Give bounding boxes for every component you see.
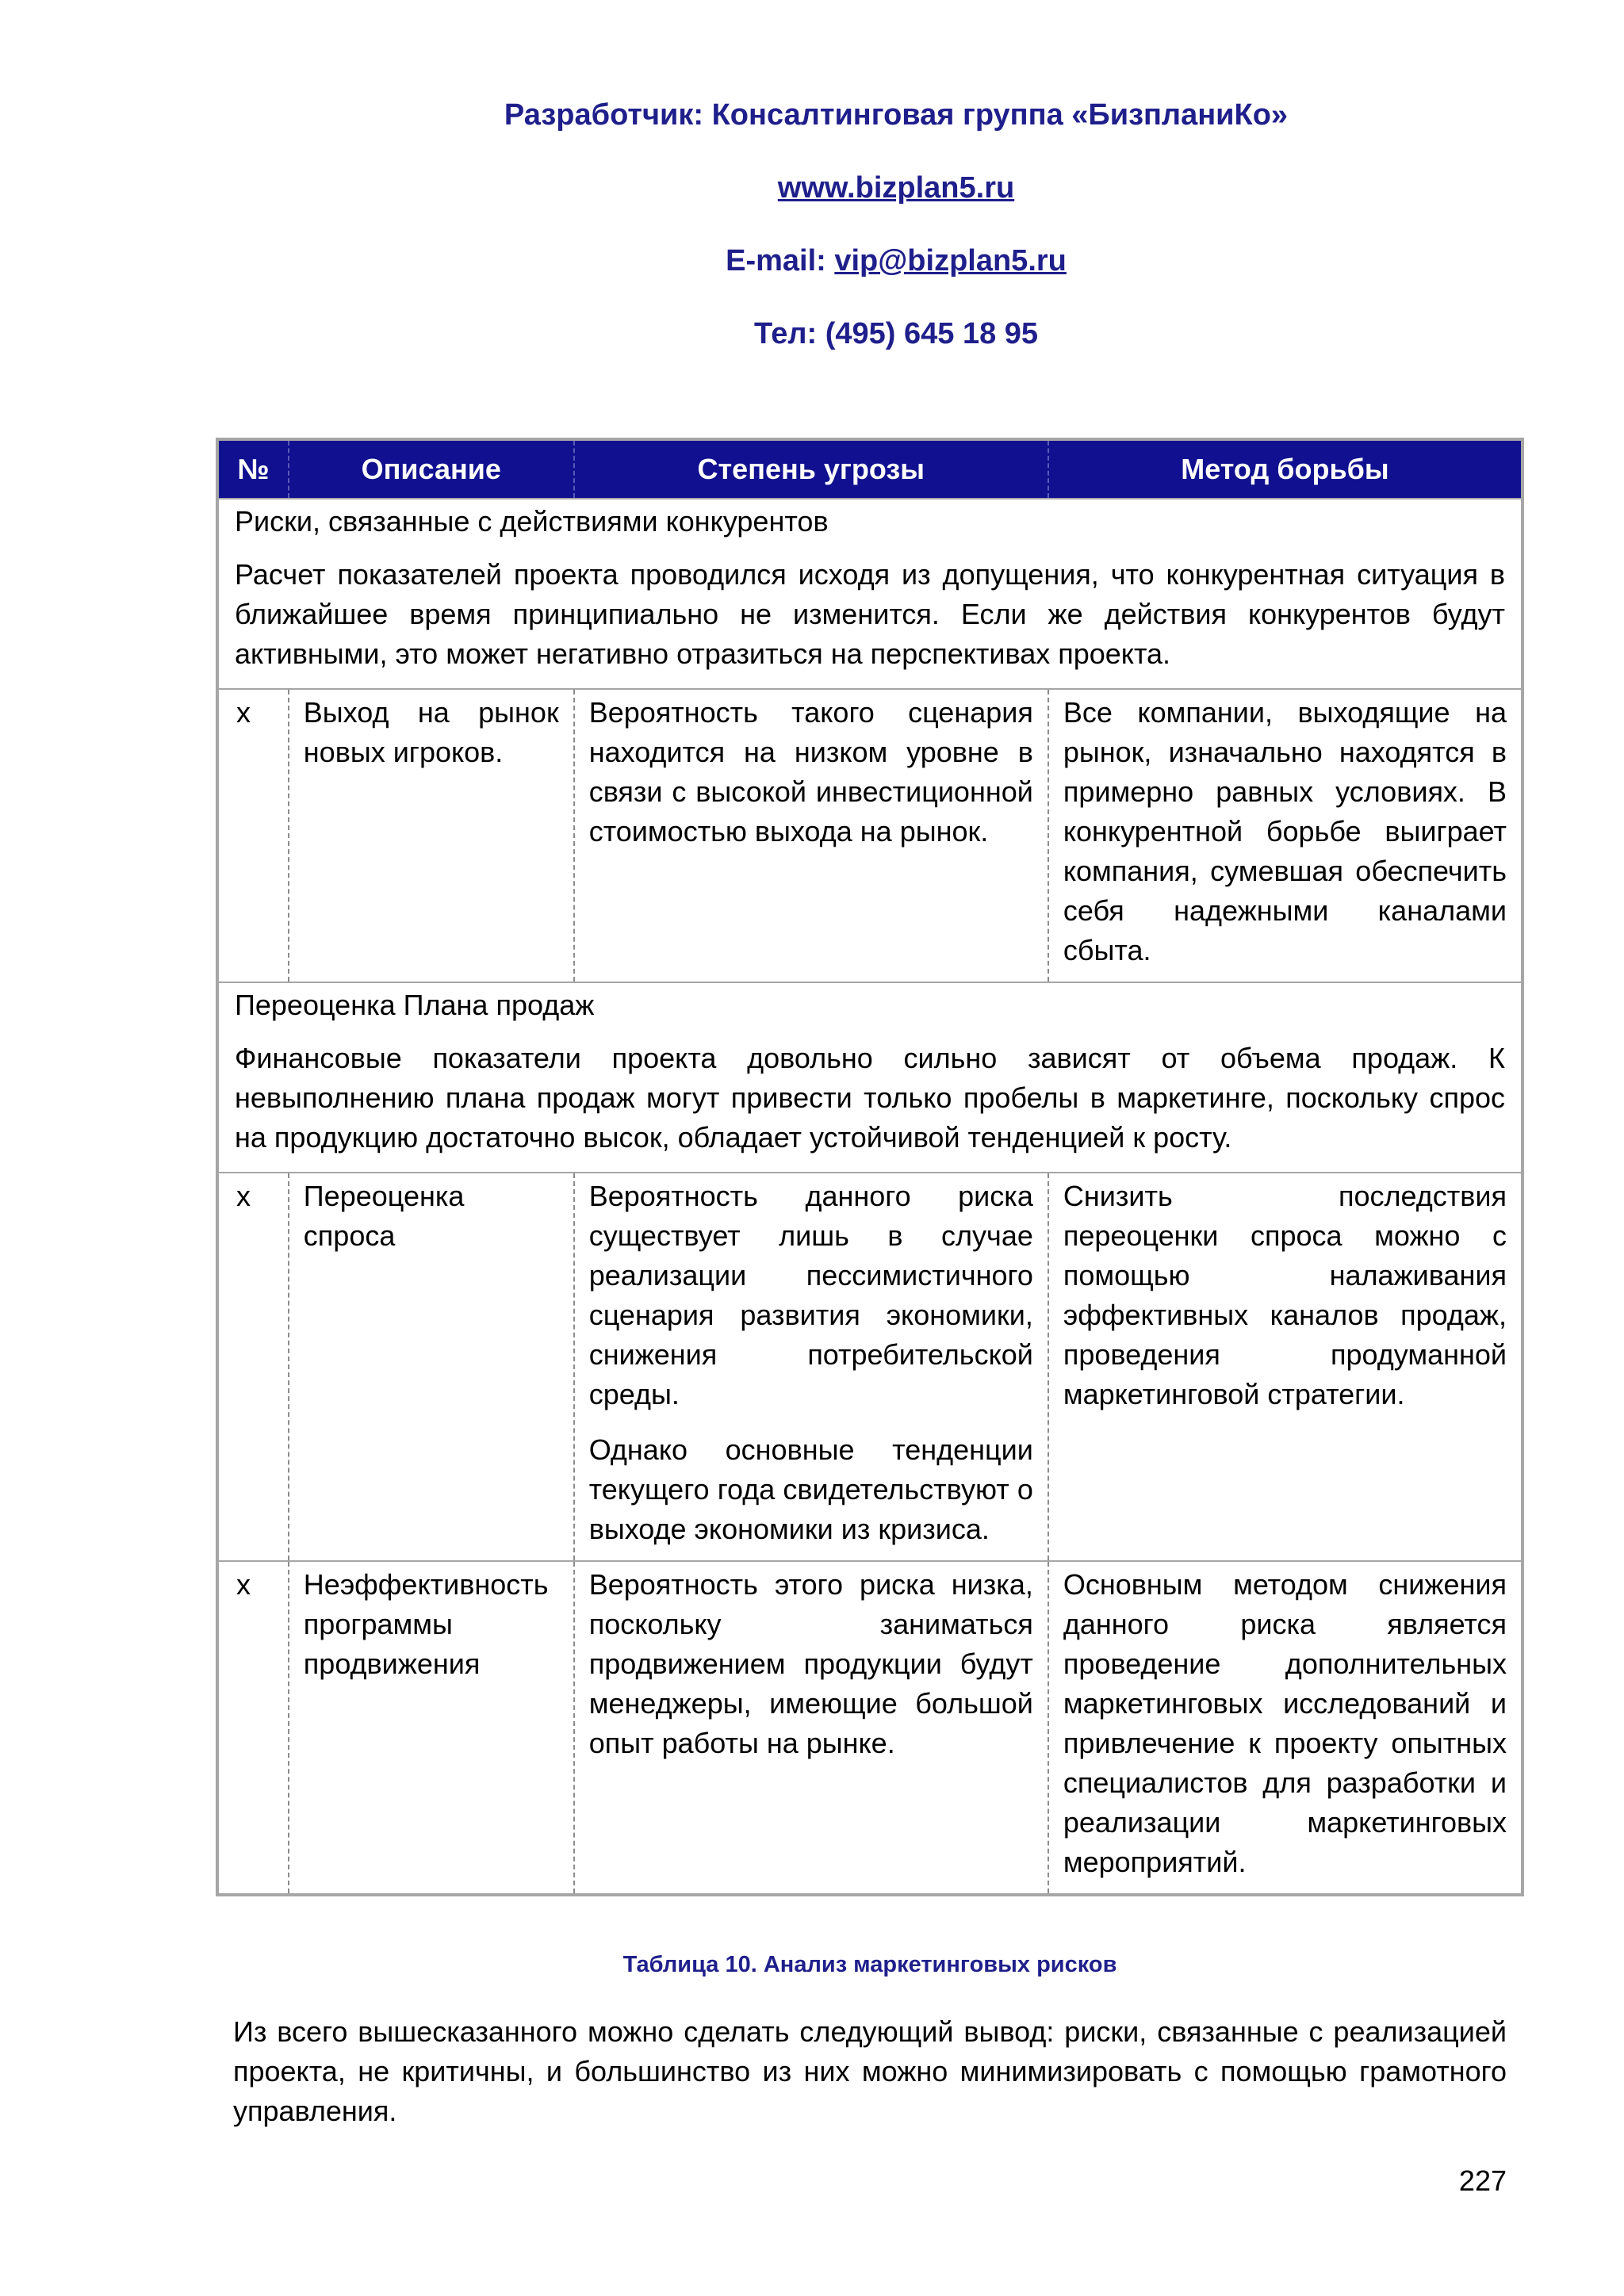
table-row [217,689,1522,982]
threat-text: Вероятность данного риска существует лишь в случае реализации пессимистичного сценария развития экономики, снижения потребительской среды. [588,1180,1033,1410]
email-label: E-mail: [726,244,835,277]
website-line [214,160,1578,233]
section-row [217,499,1522,689]
phone-line: Тел: (495) 645 18 95 [753,317,1039,350]
risk-table [216,438,1524,1896]
row-number: х [217,1173,289,1561]
row-method: Все компании, выходящие на рынок, изначально находятся в примерно равных условиях. В конкурентной борьбе выиграет компания, сумевшая обеспечить себя надежными каналами сбыта. [1048,689,1522,982]
header-threat-level: Степень угрозы [574,439,1048,499]
header-number: № [217,439,289,499]
row-description: Выход на рынок новых игроков. [289,689,574,982]
document-header [214,87,1578,379]
section-text: Финансовые показатели проекта довольно сильно зависят от объема продаж. К невыполнению плана продаж могут привести только пробелы в маркетинге, поскольку спрос на продукцию достаточно высок, обладает устойчивой тенденцией к росту. [235,1042,1505,1154]
header-description: Описание [289,439,574,499]
email-line [214,233,1578,306]
table-row [217,1173,1522,1561]
row-threat [574,1173,1048,1561]
row-threat [574,689,1048,982]
row-number: х [217,689,289,982]
table-caption: Таблица 10. Анализ маркетинговых рисков [622,1952,1117,1977]
header-mitigation-method: Метод борьбы [1048,439,1522,499]
row-number: х [217,1561,289,1895]
conclusion-paragraph: Из всего вышесказанного можно сделать следующий вывод: риски, связанные с реализацией проекта, не критичны, и большинство из них можно минимизировать с помощью грамотного управления. [233,2015,1507,2127]
table-row [217,1561,1522,1895]
page-number: 227 [1458,2164,1507,2197]
section-title: Переоценка Плана продаж [235,989,595,1021]
email-link[interactable]: vip@bizplan5.ru [834,244,1067,277]
threat-text: Вероятность этого риска низка, поскольку заниматься продвижением продукции будут менеджеры, имеющие большой опыт работы на рынке. [588,1568,1033,1759]
section-text: Расчет показателей проекта проводился исходя из допущения, что конкурентная ситуация в ближайшее время принципиально не изменится. Если же действия конкурентов будут активными, это может негативно отразиться на перспективах проекта. [235,558,1505,670]
section-row [217,982,1522,1173]
row-method: Основным методом снижения данного риска является проведение дополнительных маркетинговых исследований и привлечение к проекту опытных специалистов для разработки и реализации маркетинговых мероприятий. [1048,1561,1522,1895]
website-link[interactable]: www.bizplan5.ru [777,171,1015,205]
row-threat [574,1561,1048,1895]
section-title: Риски, связанные с действиями конкурентов [235,505,829,538]
threat-extra-text: Однако основные тенденции текущего года свидетельствуют о выходе экономики из кризиса. [588,1433,1033,1545]
row-description: Неэффективность программы продвижения [289,1561,574,1895]
row-method: Снизить последствия переоценки спроса можно с помощью налаживания эффективных каналов продаж, проведения продуманной маркетинговой стратегии. [1048,1173,1522,1561]
row-description: Переоценка спроса [289,1173,574,1561]
table-header-row [217,439,1522,499]
developer-line: Разработчик: Консалтинговая группа «БизпланиКо» [504,98,1289,132]
threat-text: Вероятность такого сценария находится на низком уровне в связи с высокой инвестиционной стоимостью выхода на рынок. [588,696,1033,848]
